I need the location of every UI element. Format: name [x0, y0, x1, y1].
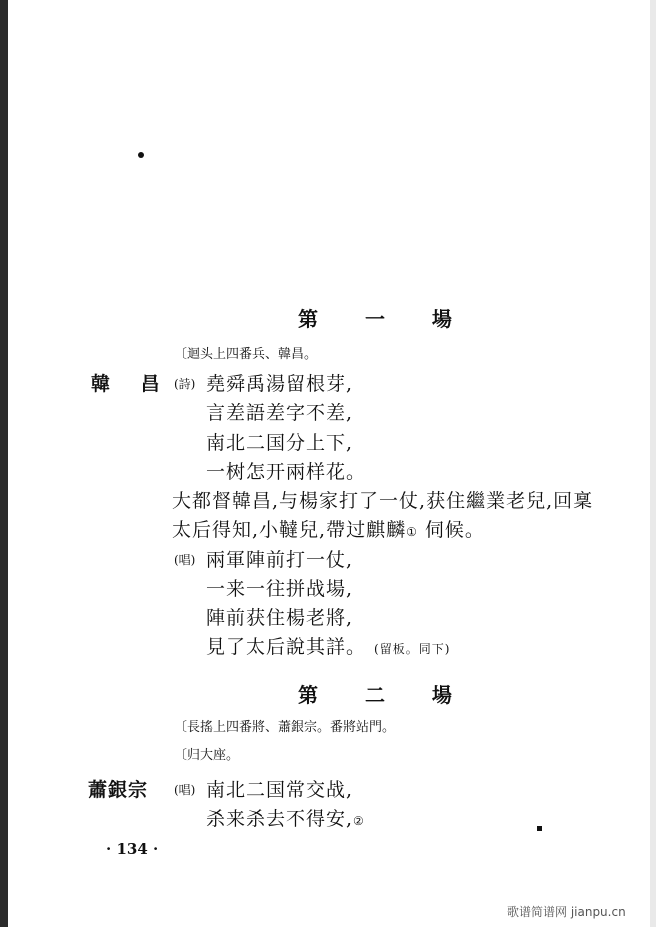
scene-1-title: 第 一 場 [298, 307, 472, 331]
scene-1-stage-direction: 〔迴头上四番兵、韓昌。 [174, 347, 318, 362]
song-line-2: 一来一往拼战場, [206, 578, 354, 600]
scene-2-song-cue: (唱) [174, 783, 196, 797]
prose-line-2-text: 太后得知,小韃兒,帶过麒麟 [172, 519, 407, 541]
scene-2-song-line-2-row [206, 804, 365, 831]
song-line-1: 兩軍陣前打一仗, [206, 549, 354, 571]
song-line-4-row [206, 632, 450, 659]
song-line-3: 陣前获住楊老將, [206, 607, 354, 629]
song-cue: (唱) [174, 553, 196, 567]
footnote-mark-1: ① [406, 525, 418, 539]
verse-line-1: 堯舜禹湯留根芽, [206, 373, 354, 395]
footnote-mark-2: ② [353, 814, 365, 828]
verse-cue: (詩) [174, 377, 196, 391]
verse-line-2: 言差語差字不差, [206, 402, 354, 424]
print-speck-2 [537, 826, 542, 831]
scene-1-speaker: 韓 昌 [91, 373, 172, 395]
scene-2-stage-direction-1: 〔長搖上四番將、蕭銀宗。番將站門。 [174, 720, 396, 735]
site-watermark: 歌谱简谱网 jianpu.cn [507, 905, 626, 919]
verse-line-4: 一树怎开兩样花。 [206, 461, 367, 483]
exit-note: (留板。同下) [374, 642, 451, 656]
scene-2-speaker: 蕭銀宗 [88, 779, 149, 801]
verse-line-3: 南北二国分上下, [206, 432, 354, 454]
prose-line-1: 大都督韓昌,与楊家打了一仗,获住繼業老兒,回稟 [172, 490, 594, 512]
scene-2-song-line-1: 南北二国常交战, [206, 779, 354, 801]
song-line-4: 見了太后說其詳。 [206, 636, 367, 658]
page-number: · 134 · [106, 840, 159, 858]
scene-2-title: 第 二 場 [298, 683, 472, 707]
prose-line-2 [172, 515, 485, 542]
print-speck [138, 152, 144, 158]
scene-2-song-line-2: 杀来杀去不得安, [206, 808, 354, 830]
scene-2-stage-direction-2: 〔归大座。 [174, 748, 240, 763]
prose-line-2-end: 伺候。 [417, 519, 485, 541]
